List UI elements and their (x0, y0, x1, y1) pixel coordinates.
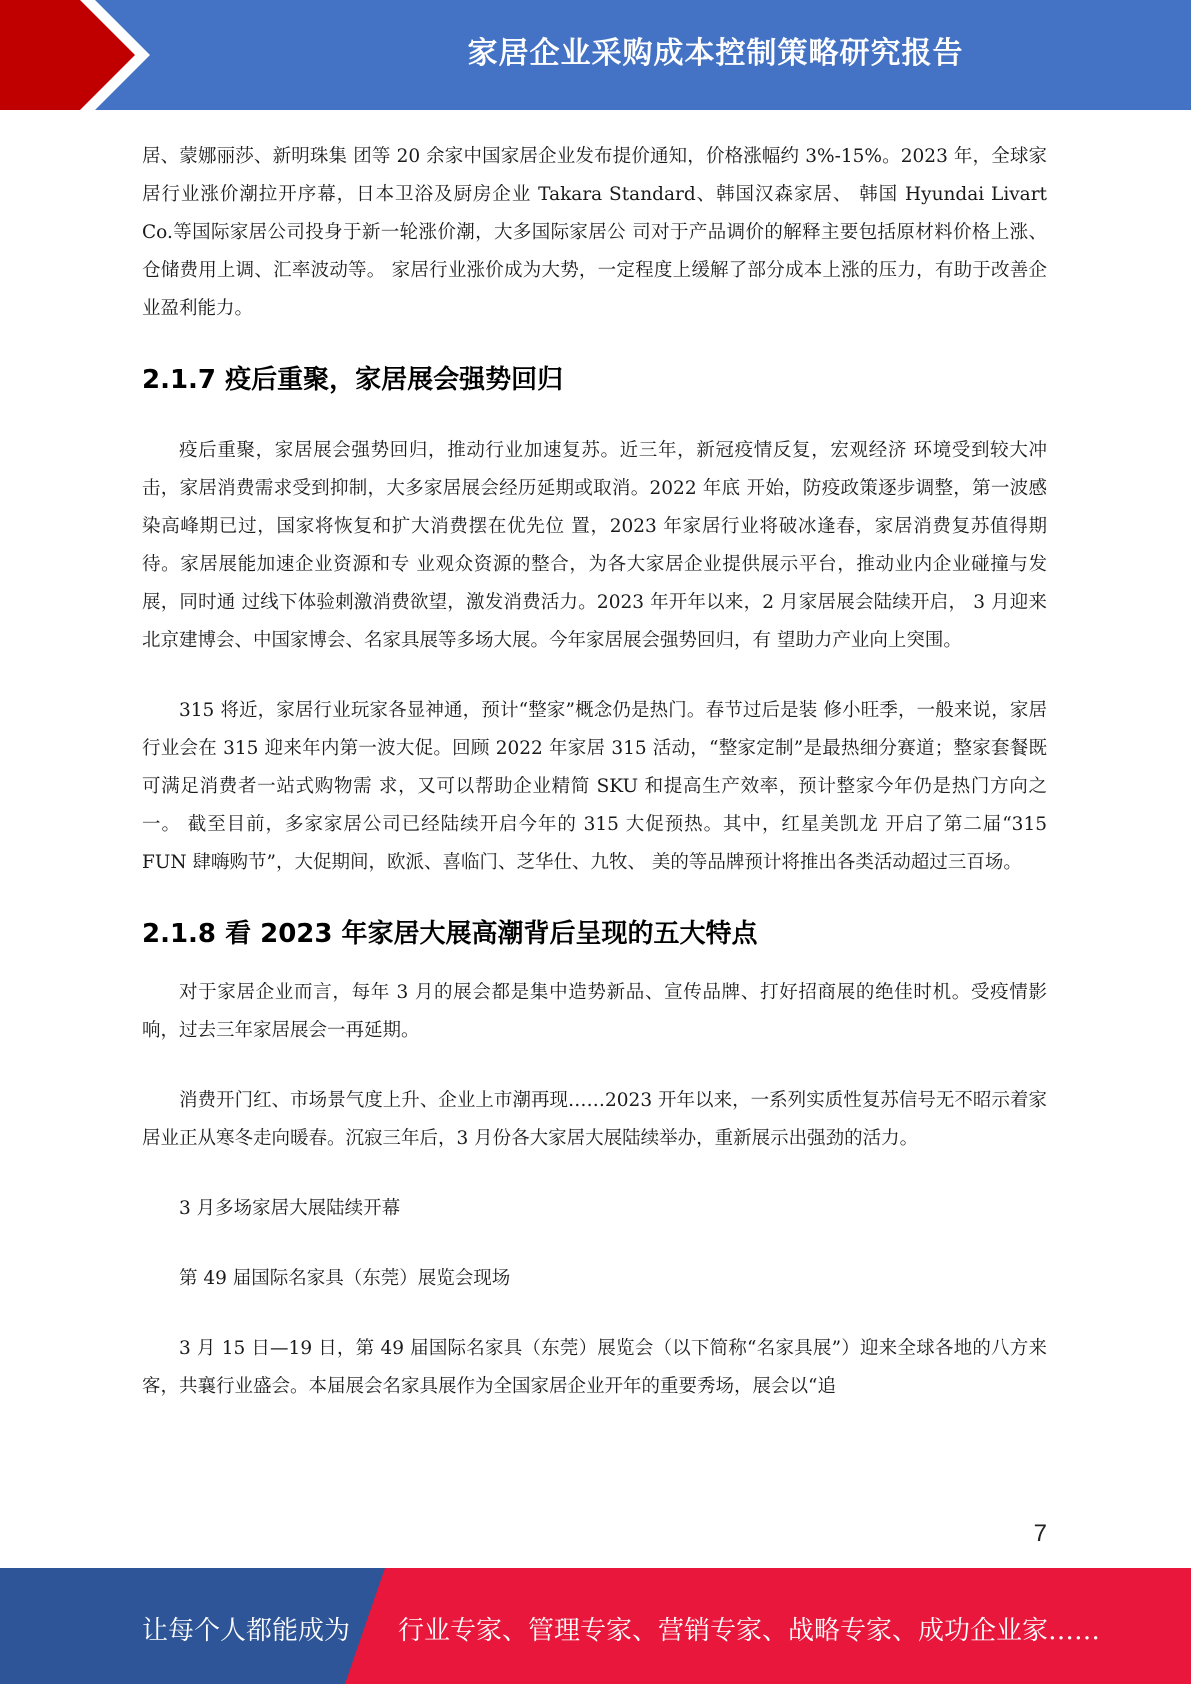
paragraph: 消费开门红、市场景气度上升、企业上市潮再现……2023 开年以来，一系列实质性复苏信号无不昭示着家居业正从寒冬走向暖春。沉寂三年后，3 月份各大家居大展陆续举办，重新展示出强劲的活力。 (142, 1090, 1047, 1149)
paragraph: 疫后重聚，家居展会强势回归，推动行业加速复苏。近三年，新冠疫情反复，宏观经济 环境受到较大冲击，家居消费需求受到抑制，大多家居展会经历延期或取消。2022 年底 开始，防疫政策逐步调整，第一波感染高峰期已过，国家将恢复和扩大消费摆在优先位 置，2023 年家居行业将破冰逢春，家居消费复苏值得期待。家居展能加速企业资源和专 业观众资源的整合，为各大家居企业提供展示平台，推动业内企业碰撞与发展，同时通 过线下体验刺激消费欲望，激发消费活力。2023 年开年以来，2 月家居展会陆续开启， 3 月迎来北京建博会、中国家博会、名家具展等多场大展。今年家居展会强势回归，有 望助力产业向上突围。 (142, 440, 1047, 651)
section-heading-2-1-8: 2.1.8 看 2023 年家居大展高潮背后呈现的五大特点 (142, 919, 758, 949)
paragraph: 第 49 届国际名家具（东莞）展览会现场 (179, 1268, 511, 1289)
page-number: 7 (1033, 1520, 1047, 1547)
footer-slogan-left: 让每个人都能成为 (142, 1616, 351, 1646)
footer-slogan-right: 行业专家、管理专家、营销专家、战略专家、成功企业家…… (398, 1616, 1101, 1646)
paragraph: 3 月 15 日—19 日，第 49 届国际名家具（东莞）展览会（以下简称“名家具展”）迎来全球各地的八方来客，共襄行业盛会。本届展会名家具展作为全国家居企业开年的重要秀场，展会以“追 (142, 1338, 1047, 1397)
page-header (0, 0, 1191, 110)
page-footer (0, 1568, 1191, 1684)
paragraph: 3 月多场家居大展陆续开幕 (179, 1198, 401, 1219)
paragraph: 对于家居企业而言，每年 3 月的展会都是集中造势新品、宣传品牌、打好招商展的绝佳时机。受疫情影响，过去三年家居展会一再延期。 (142, 982, 1047, 1041)
section-heading-2-1-7: 2.1.7 疫后重聚，家居展会强势回归 (142, 365, 564, 395)
report-title: 家居企业采购成本控制策略研究报告 (467, 36, 964, 71)
paragraph: 315 将近，家居行业玩家各显神通，预计“整家”概念仍是热门。春节过后是装 修小旺季，一般来说，家居行业会在 315 迎来年内第一波大促。回顾 2022 年家居 315 活动，“整家定制”是最热细分赛道；整家套餐既可满足消费者一站式购物需 求，又可以帮助企业精简 SKU 和提高生产效率，预计整家今年仍是热门方向之一。 截至目前，多家家居公司已经陆续开启今年的 315 大促预热。其中，红星美凯龙 开启了第二届“315 FUN 肆嗨购节”，大促期间，欧派、喜临门、芝华仕、九牧、 美的等品牌预计将推出各类活动超过三百场。 (142, 700, 1047, 873)
intro-paragraph: 居、蒙娜丽莎、新明珠集 团等 20 余家中国家居企业发布提价通知，价格涨幅约 3%-15%。2023 年，全球家 居行业涨价潮拉开序幕，日本卫浴及厨房企业 Takara Standard、韩国汉森家居、 韩国 Hyundai Livart Co.等国际家居公司投身于新一轮涨价潮，大多国际家居公 司对于产品调价的解释主要包括原材料价格上涨、仓储费用上调、汇率波动等。 家居行业涨价成为大势，一定程度上缓解了部分成本上涨的压力，有助于改善企 业盈利能力。 (142, 146, 1047, 319)
document-body (142, 138, 1047, 1406)
